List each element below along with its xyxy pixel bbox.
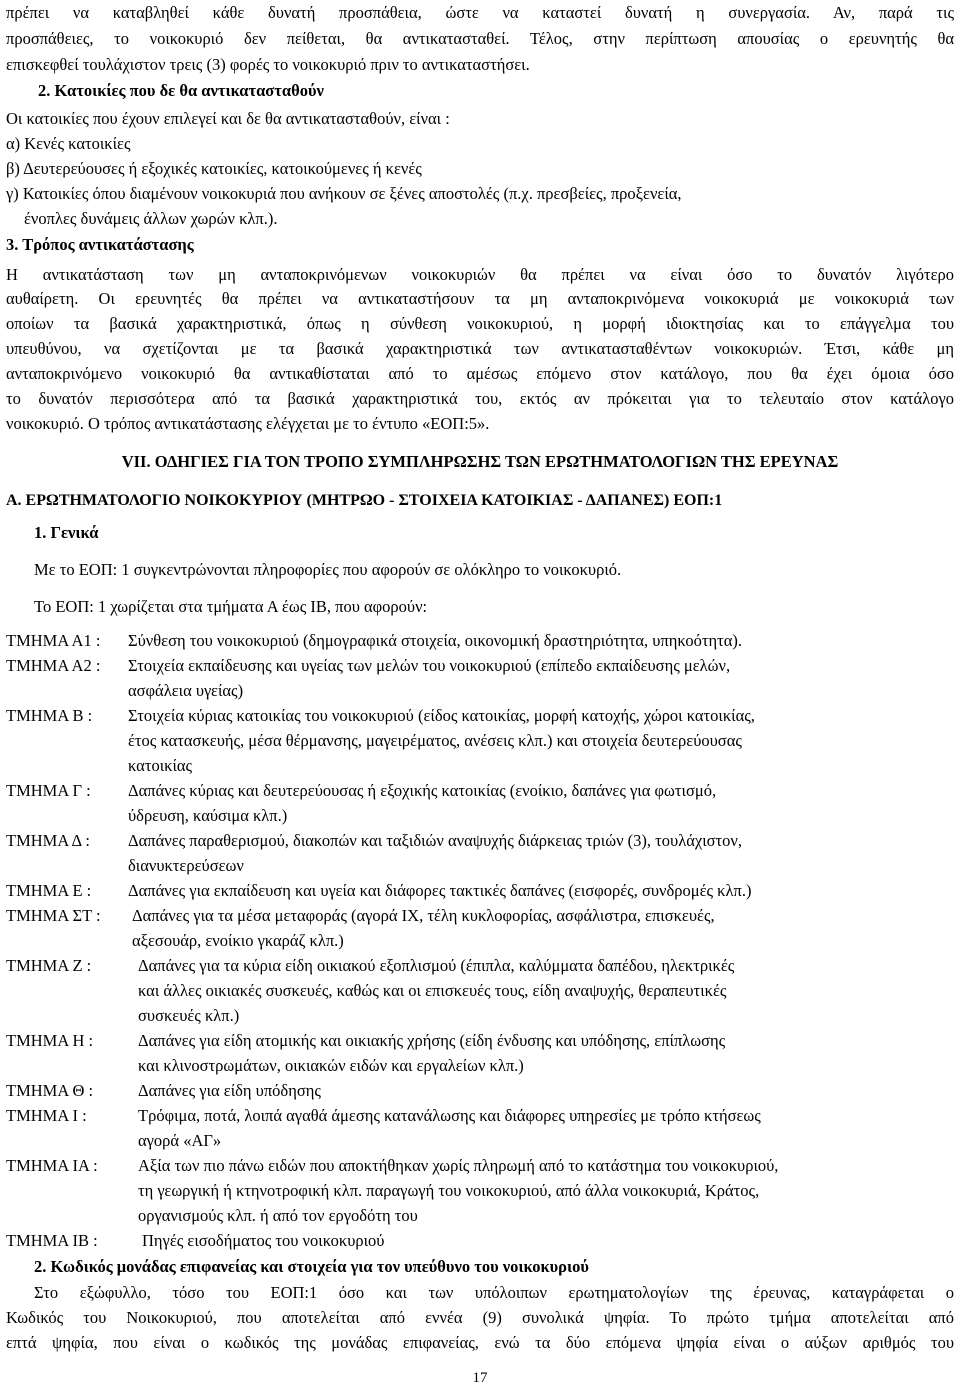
- section-ia-desc-2: τη γεωργική ή κτηνοτροφική κλπ. παραγωγή του νοικοκυριού, από άλλα νοικοκυριά, Κράτος,: [138, 1181, 760, 1200]
- household-code-heading: 2. Κωδικός μονάδας επιφανείας και στοιχεία για τον υπεύθυνο του νοικοκυριού: [34, 1257, 589, 1276]
- chapter-heading: VII. ΟΔΗΓΙΕΣ ΓΙΑ ΤΟΝ ΤΡΟΠΟ ΣΥΜΠΛΗΡΩΣΗΣ ΤΩΝ ΕΡΩΤΗΜΑΤΟΛΟΓΙΩΝ ΤΗΣ ΕΡΕΥΝΑΣ: [121, 452, 839, 471]
- section-i-desc: Τρόφιμα, ποτά, λοιπά αγαθά άμεσης κατανάλωσης και διάφορες υπηρεσίες με τρόπο κτήσεως: [138, 1106, 761, 1125]
- section-g-label: ΤΜΗΜΑ Γ :: [6, 781, 91, 800]
- section-ia-label: ΤΜΗΜΑ ΙΑ :: [6, 1156, 98, 1175]
- replacement-line-2: αυθαίρετη. Οι ερευνητές θα πρέπει να αντικαταστήσουν τα μη ανταποκρινόμενα νοικοκυριά με νοικοκυριά των: [6, 289, 954, 308]
- exempt-item-c: γ) Κατοικίες όπου διαμένουν νοικοκυριά που ανήκουν σε ξένες αποστολές (π.χ. πρεσβείες, προξενεία,: [6, 184, 682, 203]
- general-heading: 1. Γενικά: [34, 523, 99, 542]
- section-th-label: ΤΜΗΜΑ Θ :: [6, 1081, 94, 1100]
- section-e-label: ΤΜΗΜΑ Ε :: [6, 881, 92, 900]
- section-a2-label: ΤΜΗΜΑ Α2 :: [6, 656, 101, 675]
- section-h-label: ΤΜΗΜΑ Η :: [6, 1031, 94, 1050]
- section-st-desc: Δαπάνες για τα μέσα μεταφοράς (αγορά ΙΧ, τέλη κυκλοφορίας, ασφάλιστρα, επισκευές,: [132, 906, 715, 925]
- section-i-desc-2: αγορά «ΑΓ»: [138, 1131, 222, 1150]
- section-z-desc: Δαπάνες για τα κύρια είδη οικιακού εξοπλισμού (έπιπλα, καλύμματα δαπέδου, ηλεκτρικές: [138, 956, 735, 975]
- household-code-line-1: Στο εξώφυλλο, τόσο του ΕΟΠ:1 όσο και των υπόλοιπων ερωτηματολογίων της έρευνας, καταγράφεται ο: [34, 1283, 954, 1302]
- section-d-desc-2: διανυκτερεύσεων: [128, 856, 244, 875]
- replacement-line-7: νοικοκυριό. Ο τρόπος αντικατάστασης ελέγχεται με το έντυπο «ΕΟΠ:5».: [6, 414, 490, 433]
- section-heading-replacement-method: 3. Τρόπος αντικατάστασης: [6, 235, 194, 254]
- general-paragraph-1: Με το ΕΟΠ: 1 συγκεντρώνονται πληροφορίες που αφορούν σε ολόκληρο το νοικοκυριό.: [34, 560, 622, 579]
- section-ib-label: ΤΜΗΜΑ ΙΒ :: [6, 1231, 98, 1250]
- replacement-line-4: υπευθύνου, να σχετίζονται με τα βασικά χαρακτηριστικά των αντικατασταθέντων νοικοκυριών. Έτσι, κάθε μη: [6, 339, 954, 358]
- replacement-line-1: Η αντικατάσταση των μη ανταποκρινόμενων νοικοκυριών θα πρέπει να είναι όσο το δυνατόν λιγότερο: [6, 265, 954, 284]
- section-e-desc: Δαπάνες για εκπαίδευση και υγεία και διάφορες τακτικές δαπάνες (εισφορές, συνδρομές κλπ.): [128, 881, 752, 900]
- section-z-desc-3: συσκευές κλπ.): [138, 1006, 240, 1025]
- exempt-item-c-continued: ένοπλες δυνάμεις άλλων χωρών κλπ.).: [24, 209, 278, 228]
- section-a1-desc: Σύνθεση του νοικοκυριού (δημογραφικά στοιχεία, οικονομική δραστηριότητα, υπηκοότητα).: [128, 631, 743, 650]
- section-h-desc: Δαπάνες για είδη ατομικής και οικιακής χρήσης (είδη ένδυσης και υπόδησης, επίπλωσης: [138, 1031, 726, 1050]
- section-st-label: ΤΜΗΜΑ ΣΤ :: [6, 906, 101, 925]
- section-ia-desc: Αξία των πιο πάνω ειδών που αποκτήθηκαν χωρίς πληρωμή από το κατάστημα του νοικοκυριού,: [138, 1156, 779, 1175]
- section-th-desc: Δαπάνες για είδη υπόδησης: [138, 1081, 321, 1100]
- exempt-item-b: β) Δευτερεύουσες ή εξοχικές κατοικίες, κατοικούμενες ή κενές: [6, 159, 422, 178]
- questionnaire-heading: Α. ΕΡΩΤΗΜΑΤΟΛΟΓΙΟ ΝΟΙΚΟΚΥΡΙΟΥ (ΜΗΤΡΩΟ - ΣΤΟΙΧΕΙΑ ΚΑΤΟΙΚΙΑΣ - ΔΑΠΑΝΕΣ) ΕΟΠ:1: [6, 492, 723, 509]
- intro-line-3: επισκεφθεί τουλάχιστον τρεις (3) φορές το νοικοκυριό πριν το αντικαταστήσει.: [6, 55, 530, 74]
- section-ib-desc: Πηγές εισοδήματος του νοικοκυριού: [142, 1231, 385, 1250]
- section-b-desc: Στοιχεία κύριας κατοικίας του νοικοκυριού (είδος κατοικίας, μορφή κατοχής, χώροι κατοικίας,: [128, 706, 755, 725]
- exempt-item-a: α) Κενές κατοικίες: [6, 134, 131, 153]
- section-st-desc-2: αξεσουάρ, ενοίκιο γκαράζ κλπ.): [132, 931, 344, 950]
- household-code-line-2: Κωδικός του Νοικοκυριού, που αποτελείται από εννέα (9) συνολικά ψηφία. Το πρώτο τμήμα αποτελείται από: [6, 1308, 954, 1327]
- replacement-line-3: οποίων τα βασικά χαρακτηριστικά, όπως η σύνθεση νοικοκυριού, η μορφή ιδιοκτησίας και το επάγγελμα του: [6, 314, 954, 333]
- section-d-label: ΤΜΗΜΑ Δ :: [6, 831, 90, 850]
- replacement-line-5: ανταποκρινόμενο νοικοκυριό θα αντικαθίσταται από το αμέσως επόμενο στον κατάλογο, που θα έχει όμοια όσο: [6, 364, 954, 383]
- section-ia-desc-3: οργανισμούς κλπ. ή από τον εργοδότη του: [138, 1206, 418, 1225]
- section-b-desc-2: έτος κατασκευής, μέσα θέρμανσης, μαγειρέματος, ανέσεις κλπ.) και στοιχεία δευτερεύουσας: [128, 731, 742, 750]
- section-i-label: ΤΜΗΜΑ Ι :: [6, 1106, 87, 1125]
- section-d-desc: Δαπάνες παραθερισμού, διακοπών και ταξιδιών αναψυχής διάρκειας τριών (3), τουλάχιστον,: [128, 831, 742, 850]
- section-z-label: ΤΜΗΜΑ Ζ :: [6, 956, 92, 975]
- section-a1-label: ΤΜΗΜΑ Α1 :: [6, 631, 101, 650]
- section-g-desc-2: ύδρευση, καύσιμα κλπ.): [128, 806, 288, 825]
- replacement-line-6: το δυνατόν περισσότερα από τα βασικά χαρακτηριστικά του, εκτός αν πρόκειται για το τελευταίο στον κατάλογο: [6, 389, 954, 408]
- household-code-line-3: επτά ψηφία, που είναι ο κωδικός της μονάδας επιφανείας, ενώ τα δύο επόμενα ψηφία είναι ο αύξων αριθμός του: [6, 1333, 954, 1352]
- intro-line-1: πρέπει να καταβληθεί κάθε δυνατή προσπάθεια, ώστε να καταστεί δυνατή η συνεργασία. Αν, παρά τις: [6, 3, 954, 22]
- section-z-desc-2: και άλλες οικιακές συσκευές, καθώς και οι επισκευές τους, είδη αναψυχής, θεραπευτικές: [138, 981, 727, 1000]
- section-a2-desc: Στοιχεία εκπαίδευσης και υγείας των μελών του νοικοκυριού (επίπεδο εκπαίδευσης μελών,: [128, 656, 731, 675]
- page-number: 17: [472, 1370, 488, 1386]
- section-heading-exempt-dwellings: 2. Κατοικίες που δε θα αντικατασταθούν: [38, 81, 324, 100]
- exempt-lead-text: Οι κατοικίες που έχουν επιλεγεί και δε θα αντικατασταθούν, είναι :: [6, 109, 450, 128]
- general-paragraph-2: Το ΕΟΠ: 1 χωρίζεται στα τμήματα Α έως ΙΒ, που αφορούν:: [34, 597, 428, 616]
- section-a2-desc-2: ασφάλεια υγείας): [128, 681, 244, 700]
- section-g-desc: Δαπάνες κύριας και δευτερεύουσας ή εξοχικής κατοικίας (ενοίκιο, δαπάνες για φωτισμό,: [128, 781, 717, 800]
- section-b-label: ΤΜΗΜΑ Β :: [6, 706, 93, 725]
- section-b-desc-3: κατοικίας: [128, 756, 193, 775]
- section-h-desc-2: και κλινοστρωμάτων, οικιακών ειδών και εργαλείων κλπ.): [138, 1056, 524, 1075]
- intro-line-2: προσπάθειες, το νοικοκυριό δεν πείθεται, θα αντικατασταθεί. Τέλος, στην περίπτωση απουσίας ο ερευνητής θα: [6, 29, 954, 48]
